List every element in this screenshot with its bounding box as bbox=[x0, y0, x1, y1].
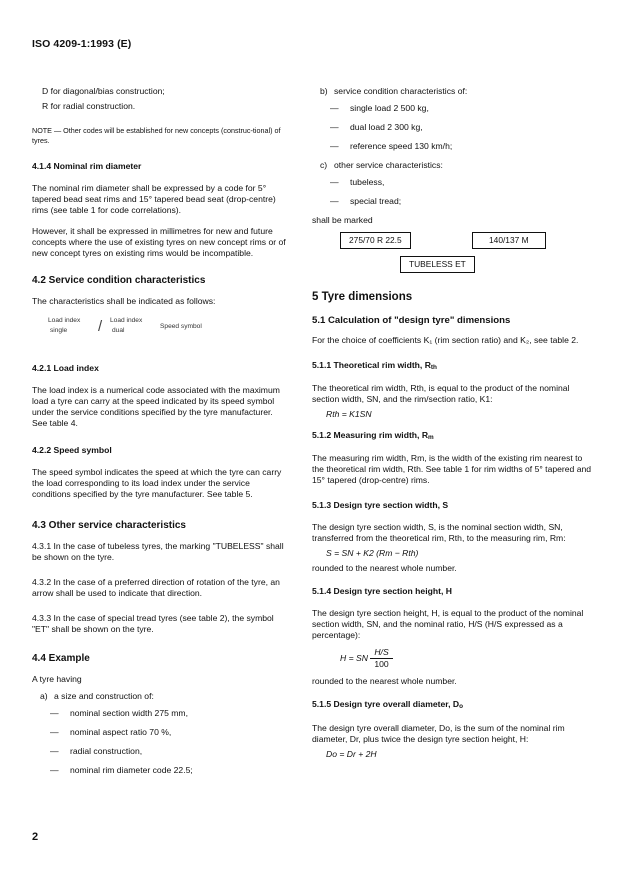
marking-service-box: 140/137 M bbox=[472, 232, 546, 249]
construction-r: R for radial construction. bbox=[42, 101, 136, 111]
para-5-1-2: The measuring rim width, Rm, is the width of the existing rim nearest to the theoretical rim width, Rth. See table 1 for rim widths of 5° tapered and 15° tapered (drop-centre) rims. bbox=[312, 453, 592, 486]
tyre-marking-example bbox=[312, 232, 594, 276]
construction-d: D for diagonal/bias construction; bbox=[42, 86, 165, 96]
list-dash: — reference speed 130 km/h; bbox=[330, 141, 453, 151]
para-4-2: The characteristics shall be indicated as follows: bbox=[32, 296, 216, 307]
formula-5-1-3: S = SN + K2 (Rm − Rth) bbox=[326, 548, 419, 559]
para-5-1-4-rounding: rounded to the nearest whole number. bbox=[312, 676, 457, 687]
heading-5: 5 Tyre dimensions bbox=[312, 291, 413, 303]
heading-5-1-4: 5.1.4 Design tyre section height, H bbox=[312, 586, 452, 597]
heading-4-1-4: 4.1.4 Nominal rim diameter bbox=[32, 161, 142, 172]
diagram-dual: dual bbox=[112, 327, 125, 335]
heading-4-2-2: 4.2.2 Speed symbol bbox=[32, 445, 112, 456]
para-4-3-1: 4.3.1 In the case of tubeless tyres, the marking "TUBELESS" shall be shown on the tyre. bbox=[32, 541, 284, 563]
para-shall-be-marked: shall be marked bbox=[312, 215, 373, 225]
para-4-2-1: The load index is a numerical code associated with the maximum load a tyre can carry at the speed indicated by its speed symbol under the service conditions specified by the tyre manufacturer. See table 4. bbox=[32, 385, 280, 429]
heading-4-4: 4.4 Example bbox=[32, 653, 90, 665]
fraction: $\frac{H/S}{100}$ bbox=[370, 647, 392, 670]
diagram-single: single bbox=[50, 327, 68, 335]
formula-5-1-5: Do = Dr + 2H bbox=[326, 748, 377, 759]
para-5-1-5: The design tyre overall diameter, Do, is the sum of the nominal rim diameter, Dr, plus twice the design tyre section height, H: bbox=[312, 722, 565, 744]
formula-5-1-4: H = SN $\frac{H/S}{100}$ bbox=[326, 647, 594, 670]
para-5-1-4: The design tyre section height, H, is equal to the product of the nominal section width, SN, and the nominal ratio, H/S (H/S expressed as a percentage): bbox=[312, 608, 584, 641]
diagram-load-index-dual: Load index bbox=[110, 317, 143, 325]
formula-5-1-1: Rth = K1SN bbox=[326, 409, 372, 420]
list-dash: — dual load 2 300 kg, bbox=[330, 122, 423, 132]
right-column bbox=[312, 86, 594, 770]
para-4-3-2: 4.3.2 In the case of a preferred direction of rotation of the tyre, an arrow shall be used to indicate that direction. bbox=[32, 577, 280, 599]
para-4-1-4-a: The nominal rim diameter shall be expressed by a code for 5° tapered bead seat rims and 15° tapered bead seat (drop-centre) rims (see table 1 for code correlations). bbox=[32, 183, 276, 216]
list-item-b: b) service condition characteristics of: bbox=[320, 86, 468, 96]
list-dash: — tubeless, bbox=[330, 177, 385, 187]
heading-5-1-5: 5.1.5 Design tyre overall diameter, Do bbox=[312, 699, 464, 711]
note: NOTE — Other codes will be established for new concepts (construc-tional) of tyres. bbox=[32, 126, 281, 145]
para-4-1-4-b: However, it shall be expressed in millimetres for new and future concepts where the use of existing tyres on new concept rims or of new concept tyres on existing rims would be incompatible. bbox=[32, 226, 286, 259]
marking-size-box: 275/70 R 22.5 bbox=[340, 232, 411, 249]
heading-5-1-1: 5.1.1 Theoretical rim width, Rth bbox=[312, 359, 437, 371]
list-dash: — nominal section width 275 mm, bbox=[50, 707, 188, 718]
para-4-2-2: The speed symbol indicates the speed at which the tyre can carry the load corresponding to its load index under the service conditions specified by the tyre manufacturer. See table 5. bbox=[32, 467, 282, 500]
list-dash: — radial construction, bbox=[50, 745, 143, 756]
heading-5-1-3: 5.1.3 Design tyre section width, S bbox=[312, 500, 449, 511]
page-header: ISO 4209-1:1993 (E) bbox=[32, 38, 132, 50]
service-symbol-diagram bbox=[32, 317, 288, 347]
list-item-c: c) other service characteristics: bbox=[320, 160, 443, 170]
para-4-3-3: 4.3.3 In the case of special tread tyres (see table 2), the symbol "ET" shall be shown on the tyre. bbox=[32, 613, 274, 635]
diagram-speed-symbol: Speed symbol bbox=[160, 323, 202, 331]
list-dash: — nominal rim diameter code 22.5; bbox=[50, 764, 193, 775]
heading-4-3: 4.3 Other service characteristics bbox=[32, 520, 186, 532]
heading-5-1-2: 5.1.2 Measuring rim width, Rm bbox=[312, 430, 434, 442]
diagram-load-index-single: Load index bbox=[48, 317, 81, 325]
heading-4-2: 4.2 Service condition characteristics bbox=[32, 275, 206, 287]
left-column bbox=[32, 86, 288, 784]
para-5-1: For the choice of coefficients K₁ (rim section ratio) and K₂, see table 2. bbox=[312, 334, 579, 345]
para-5-1-3-rounding: rounded to the nearest whole number. bbox=[312, 563, 457, 574]
list-dash: — special tread; bbox=[330, 196, 402, 206]
list-dash: — single load 2 500 kg, bbox=[330, 103, 429, 113]
heading-4-2-1: 4.2.1 Load index bbox=[32, 363, 99, 374]
para-5-1-3: The design tyre section width, S, is the nominal section width, SN, transferred from the theoretical rim, Rth, to the measuring rim, Rm: bbox=[312, 522, 566, 544]
diagram-slash: / bbox=[98, 318, 103, 336]
para-5-1-1: The theoretical rim width, Rth, is equal to the product of the nominal section width, SN, and the rim/section ratio, K1: bbox=[312, 383, 570, 405]
list-item-a: a) a size and construction of: bbox=[40, 690, 154, 701]
page-number: 2 bbox=[32, 831, 39, 843]
para-4-4: A tyre having bbox=[32, 673, 82, 684]
heading-5-1: 5.1 Calculation of "design tyre" dimensions bbox=[312, 314, 511, 326]
marking-tubeless-box: TUBELESS ET bbox=[400, 256, 475, 273]
list-dash: — nominal aspect ratio 70 %, bbox=[50, 726, 172, 737]
